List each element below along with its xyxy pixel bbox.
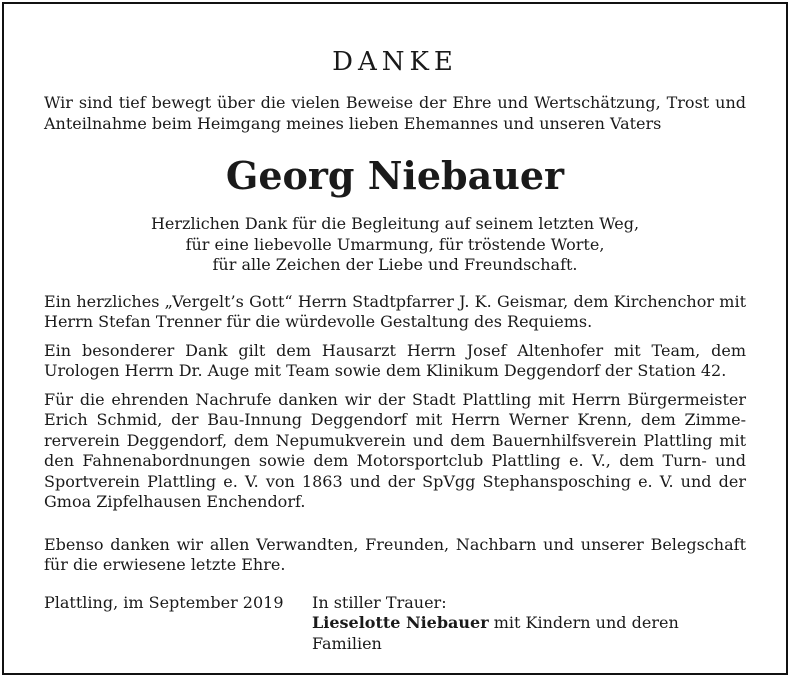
deceased-name: Georg Niebauer — [225, 153, 565, 198]
obituary-thank-you-notice — [2, 2, 788, 675]
paragraph-associations-thanks: Für die ehrenden Nachrufe danken wir der Stadt Plattling mit Herrn Bürgermeister Erich Schmid, der Bau-Innung Deggendorf mit Herrn Werner Krenn, dem Zimmererverein Deggendorf, dem Nepumukverein und dem Bauernhilfsverein Plattling mit den Fahnenabordnungen sowie dem Motorsportclub Plattling e. V., dem Turn- und Sportverein Plattling e. V. von 1863 und der SpVgg Stephansposching e. V. und der Gmoa Zipfelhausen Enchendorf. — [44, 389, 746, 511]
signature-block — [44, 593, 746, 655]
paragraph-clergy-thanks: Ein herzliches „Vergelt’s Gott“ Herrn Stadtpfarrer J. K. Geismar, dem Kirchenchor mit Herrn Stefan Trenner für die würdevolle Gestaltung des Requiems. — [44, 291, 746, 331]
intro-paragraph: Wir sind tief bewegt über die vielen Beweise der Ehre und Wertschätzung, Trost und Anteilnahme beim Heimgang meines lieben Ehemannes und unseren Vaters — [44, 93, 746, 133]
place-date: Plattling, im September 2019 — [44, 592, 284, 612]
thanks-line: für eine liebevolle Umarmung, für tröstende Worte, — [185, 234, 605, 254]
mourning-label: In stiller Trauer: — [312, 592, 447, 612]
mourner-name: Lieselotte Niebauer — [312, 613, 489, 632]
paragraph-family-thanks: Ebenso danken wir allen Verwandten, Freunden, Nachbarn und unserer Belegschaft für die erwiesene letzte Ehre. — [44, 534, 746, 574]
paragraph-medical-thanks: Ein besonderer Dank gilt dem Hausarzt Herrn Josef Altenhofer mit Team, dem Urologen Herrn Dr. Auge mit Team sowie dem Klinikum Deggendorf der Station 42. — [44, 340, 746, 380]
thanks-line: für alle Zeichen der Liebe und Freundschaft. — [212, 255, 578, 274]
thanks-line: Herzlichen Dank für die Begleitung auf seinem letzten Weg, — [150, 214, 640, 233]
mourner-line — [312, 613, 746, 654]
thanks-block — [44, 214, 746, 276]
notice-heading: DANKE — [332, 47, 458, 77]
mourners — [312, 593, 746, 655]
mourner-suffix: mit Kindern und deren Familien — [312, 613, 679, 653]
